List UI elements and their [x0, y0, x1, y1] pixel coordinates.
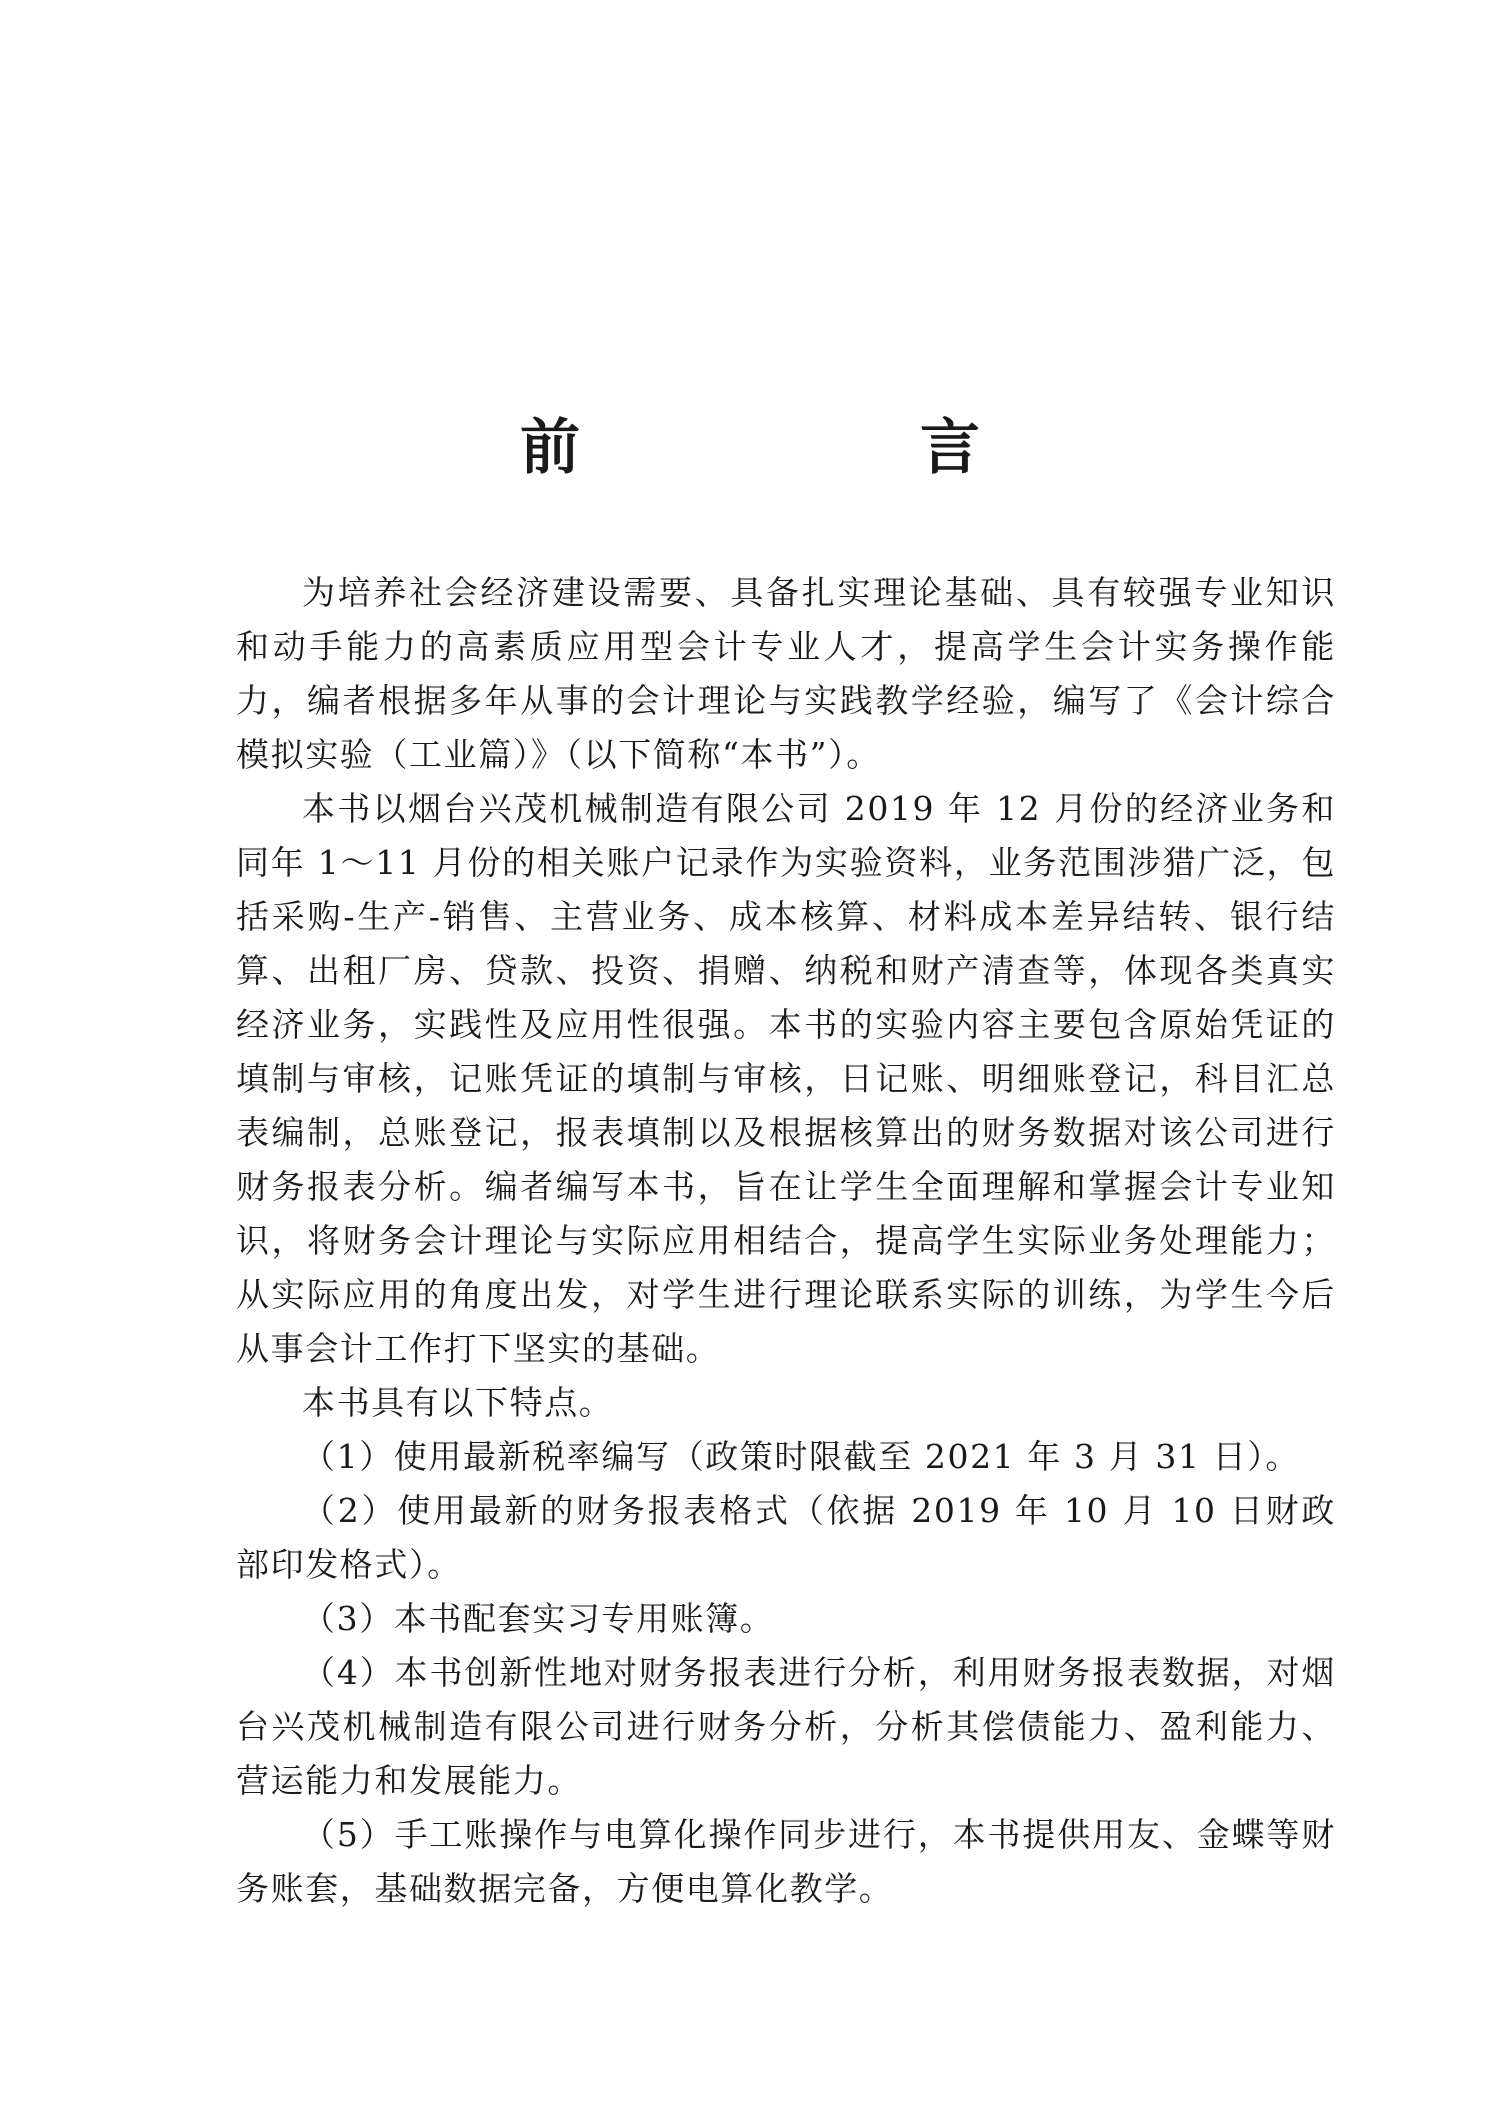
- feature-item-4: （4）本书创新性地对财务报表进行分析，利用财务报表数据，对烟台兴茂机械制造有限公司进行财务分析，分析其偿债能力、盈利能力、营运能力和发展能力。: [236, 1653, 1336, 1800]
- paragraph-intro: 为培养社会经济建设需要、具备扎实理论基础、具有较强专业知识和动手能力的高素质应用型会计专业人才，提高学生会计实务操作能力，编者根据多年从事的会计理论与实践教学经验，编写了《会计综合模拟实验（工业篇）》（以下简称“本书”）。: [236, 573, 1336, 774]
- preface-body: [236, 566, 1336, 1916]
- paragraph-features-heading: 本书具有以下特点。: [302, 1383, 614, 1422]
- feature-item-1: （1）使用最新税率编写（政策时限截至 2021 年 3 月 31 日）。: [302, 1437, 1301, 1476]
- paragraph-content: 本书以烟台兴茂机械制造有限公司 2019 年 12 月份的经济业务和同年 1～11 月份的相关账户记录作为实验资料，业务范围涉猎广泛，包括采购-生产-销售、主营业务、成本核算、材料成本差异结转、银行结算、出租厂房、贷款、投资、捐赠、纳税和财产清查等，体现各类真实经济业务，实践性及应用性很强。本书的实验内容主要包含原始凭证的填制与审核，记账凭证的填制与审核，日记账、明细账登记，科目汇总表编制，总账登记，报表填制以及根据核算出的财务数据对该公司进行财务报表分析。编者编写本书，旨在让学生全面理解和掌握会计专业知识，将财务会计理论与实际应用相结合，提高学生实际业务处理能力；从实际应用的角度出发，对学生进行理论联系实际的训练，为学生今后从事会计工作打下坚实的基础。: [236, 789, 1336, 1368]
- feature-item-2: （2）使用最新的财务报表格式（依据 2019 年 10 月 10 日财政部印发格式）。: [236, 1491, 1336, 1584]
- feature-item-5: （5）手工账操作与电算化操作同步进行，本书提供用友、金蝶等财务账套，基础数据完备，方便电算化教学。: [236, 1815, 1336, 1908]
- page-title: 前 言: [520, 413, 1120, 483]
- feature-item-3: （3）本书配套实习专用账簿。: [302, 1599, 775, 1638]
